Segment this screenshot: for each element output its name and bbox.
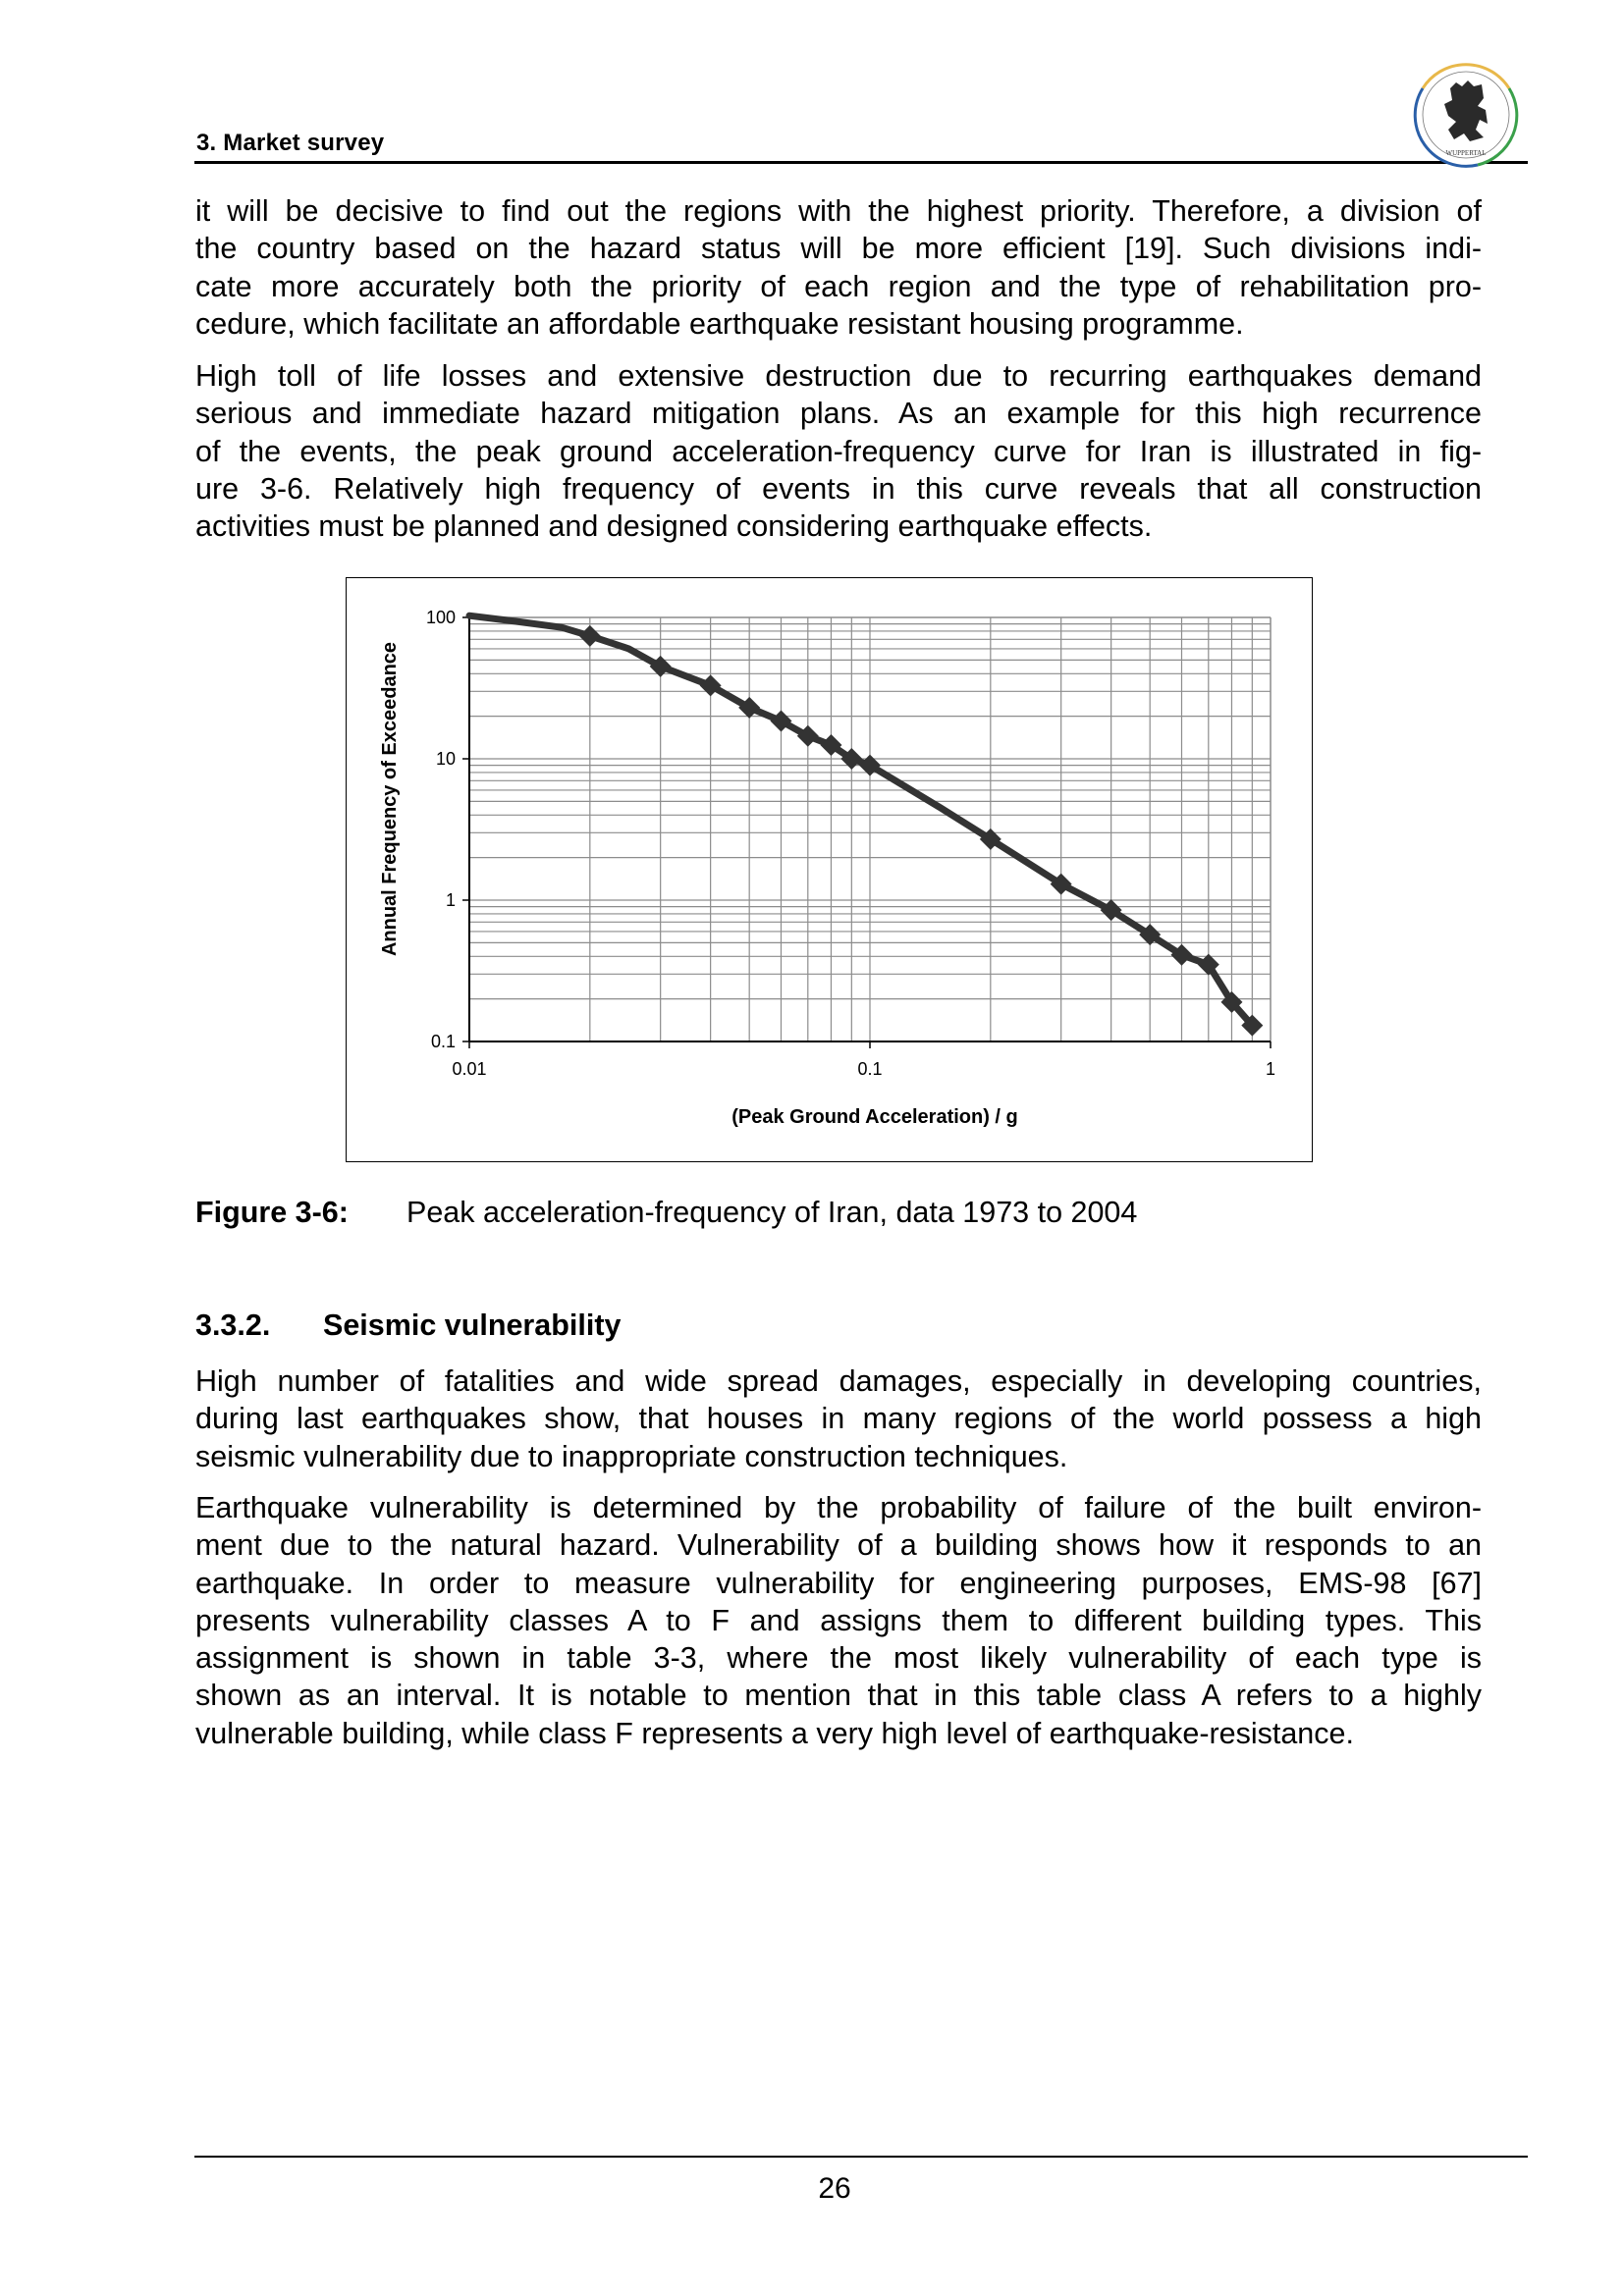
text-line: ure 3-6. Relatively high frequency of events in this curve reveals that all construction [195, 471, 1482, 506]
text-line: it will be decisive to find out the regions with the highest priority. Therefore, a division of [195, 194, 1482, 228]
series-line [469, 615, 1252, 1025]
y-tick-label: 100 [425, 608, 456, 627]
figure-chart-frame [346, 577, 1313, 1162]
x-axis-title: (Peak Ground Acceleration) / g [731, 1106, 1018, 1128]
figure-caption-text: Peak acceleration-frequency of Iran, data 1973 to 2004 [406, 1196, 1138, 1229]
running-header-chapter-title: 3. Market survey [196, 130, 385, 156]
figure-label: Figure 3-6: [195, 1196, 349, 1229]
text-line: presents vulnerability classes A to F and assigns them to different building types. This [195, 1603, 1482, 1637]
header-rule [194, 161, 1528, 164]
page-number: 26 [818, 2172, 851, 2205]
chart-axes [462, 614, 1271, 1048]
text-line: during last earthquakes show, that houses in many regions of the world possess a high [195, 1402, 1482, 1436]
text-line: the country based on the hazard status will be more efficient [19]. Such divisions indi- [195, 232, 1482, 266]
chart-tick-labels [426, 608, 1275, 1079]
text-line: High number of fatalities and wide spread damages, especially in developing countries, [195, 1364, 1482, 1398]
text-line: ment due to the natural hazard. Vulnerability of a building shows how it responds to an [195, 1528, 1482, 1563]
text-line: High toll of life losses and extensive destruction due to recurring earthquakes demand [195, 359, 1482, 393]
footer-rule [194, 2156, 1528, 2158]
text-line: shown as an interval. It is notable to mention that in this table class A refers to a highly [195, 1679, 1482, 1713]
y-tick-label: 0.1 [430, 1032, 456, 1051]
text-line: cate more accurately both the priority of each region and the type of rehabilitation pro- [195, 269, 1482, 303]
text-line: seismic vulnerability due to inappropriate construction techniques. [195, 1439, 1068, 1473]
university-seal-icon [1399, 59, 1527, 172]
section-title: Seismic vulnerability [323, 1308, 622, 1342]
x-tick-label: 0.1 [857, 1059, 883, 1079]
paragraph-2 [195, 357, 1482, 545]
figure-caption [195, 1196, 1137, 1230]
chart-gridlines [469, 617, 1271, 1041]
section-number: 3.3.2. [195, 1308, 271, 1342]
y-tick-label: 10 [435, 749, 456, 769]
x-tick-label: 1 [1265, 1059, 1276, 1079]
text-line: activities must be planned and designed considering earthquake effects. [195, 509, 1153, 544]
text-line: Earthquake vulnerability is determined by the probability of failure of the built environ- [195, 1491, 1482, 1524]
svg-text:WUPPERTAL: WUPPERTAL [1445, 149, 1487, 157]
diamond-marker-icon [579, 625, 601, 647]
text-line: serious and immediate hazard mitigation plans. As an example for this high recurrence [195, 397, 1482, 431]
x-tick-label: 0.01 [452, 1059, 487, 1079]
text-line: vulnerable building, while class F represents a very high level of earthquake-resistance. [195, 1716, 1354, 1750]
text-line: assignment is shown in table 3-3, where the most likely vulnerability of each type is [195, 1641, 1482, 1676]
y-axis-title: Annual Frequency of Exceedance [379, 641, 401, 957]
chart-series-line [469, 615, 1252, 1025]
section-heading [195, 1308, 621, 1343]
paragraph-4 [195, 1489, 1482, 1752]
text-line: earthquake. In order to measure vulnerability for engineering purposes, EMS-98 [67] [195, 1566, 1482, 1600]
pga-frequency-chart [347, 578, 1314, 1163]
y-tick-label: 1 [445, 890, 456, 910]
paragraph-1 [195, 192, 1482, 343]
paragraph-3 [195, 1362, 1482, 1475]
text-line: of the events, the peak ground acceleration-frequency curve for Iran is illustrated in fig- [195, 434, 1482, 468]
text-line: cedure, which facilitate an affordable earthquake resistant housing programme. [195, 306, 1244, 341]
